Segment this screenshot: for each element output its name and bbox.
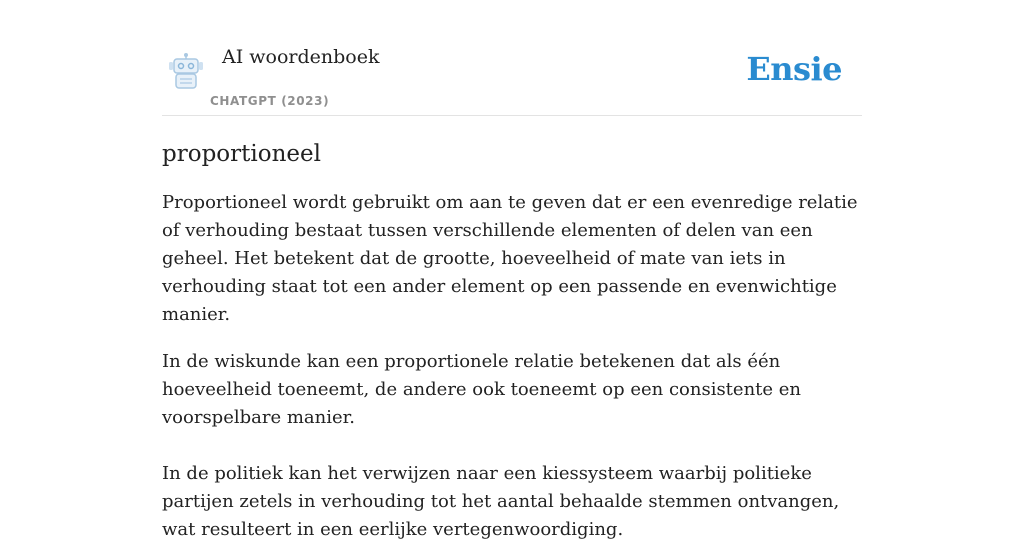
robot-icon <box>166 52 206 90</box>
brand-logo[interactable]: Ensie <box>746 50 842 88</box>
source-label: CHATGPT (2023) <box>210 94 330 108</box>
dictionary-title[interactable]: AI woordenboek <box>222 46 380 68</box>
header <box>162 0 862 116</box>
entry-term: proportioneel <box>162 141 321 167</box>
page <box>162 0 862 544</box>
definition-paragraph: Proportioneel wordt gebruikt om aan te geven dat er een evenredige relatie of verhouding bestaat tussen verschillende elementen of delen van een geheel. Het betekent dat de grootte, hoeveelheid of mate van iets in verhouding staat tot een ander element op een passende en evenwichtige manier. <box>162 192 858 325</box>
definition-paragraph: In de politiek kan het verwijzen naar een kiessysteem waarbij politieke partijen zetels in verhouding tot het aantal behaalde stemmen ontvangen, wat resulteert in een eerlijke vertegenwoordiging. <box>162 463 840 540</box>
definition-paragraph: In de wiskunde kan een proportionele relatie betekenen dat als één hoeveelheid toeneemt, de andere ook toeneemt op een consistente en voorspelbare manier. <box>162 351 802 428</box>
